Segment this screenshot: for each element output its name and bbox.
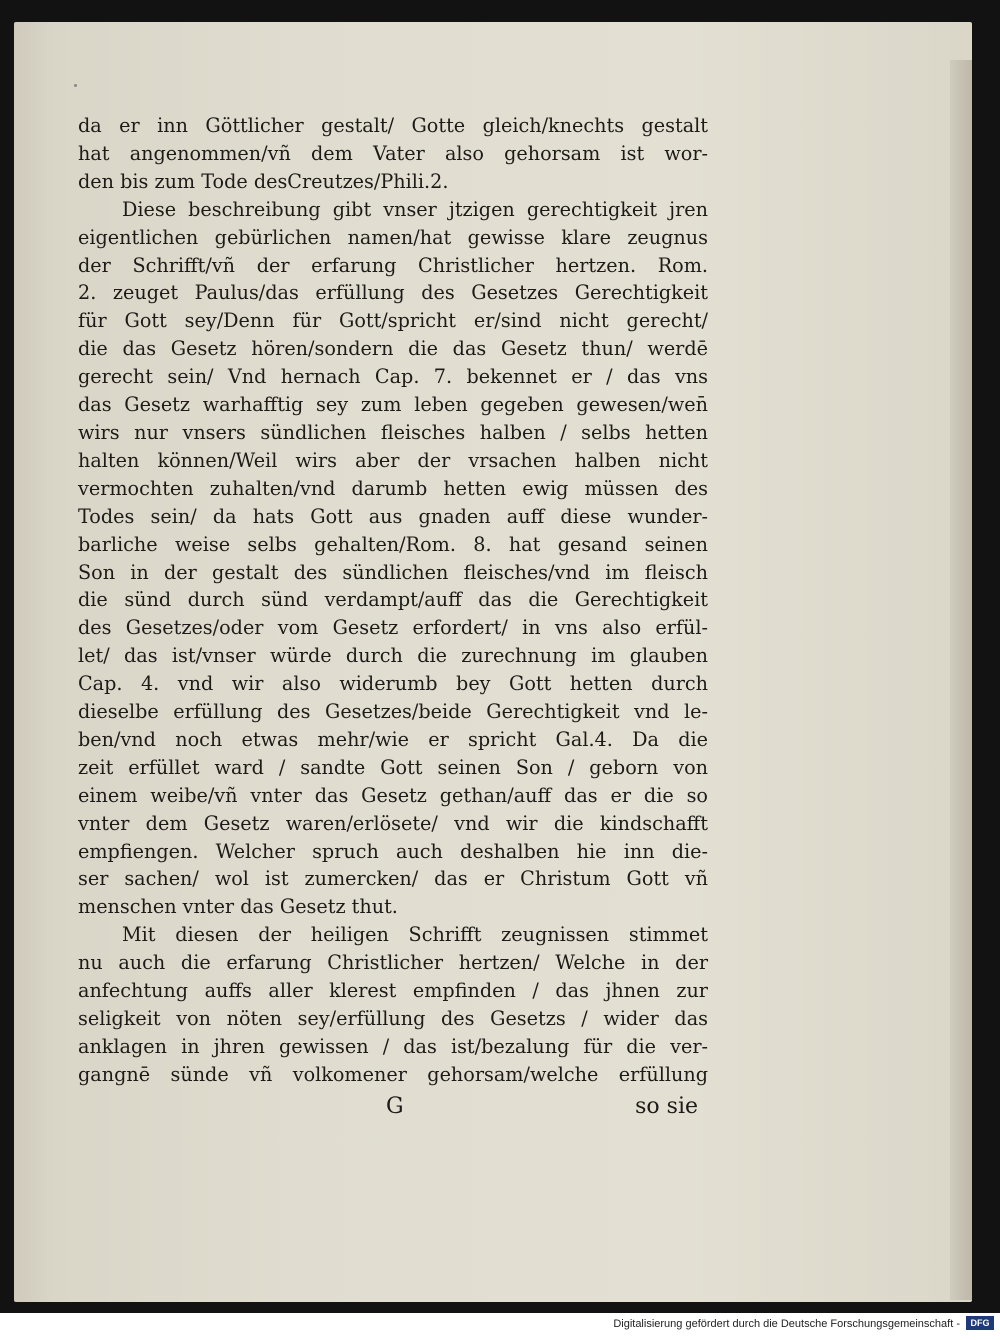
text-line: Todes sein/ da hats Gott aus gnaden auff diese wunder- [78, 504, 708, 528]
catchword: so sie [635, 1094, 698, 1119]
text-line: gangnē sünde vñ volkomener gehorsam/welche erfüllung [78, 1062, 708, 1086]
text-line: die sünd durch sünd verdampt/auff das die Gerechtigkeit [78, 588, 708, 612]
text-line: gerecht sein/ Vnd hernach Cap. 7. bekennet er / das vns [78, 365, 708, 389]
text-line: let/ das ist/vnser würde durch die zurechnung im glauben [78, 644, 708, 668]
text-line: der Schrifft/vñ der erfarung Christlicher hertzen. Rom. [78, 253, 708, 277]
body-text [78, 112, 708, 1089]
text-line: den bis zum Tode desCreutzes/Phili.2. [78, 169, 449, 193]
paragraph-start-line: Mit diesen der heiligen Schrifft zeugnissen stimmet [122, 923, 708, 947]
text-line: hat angenommen/vñ dem Vater also gehorsam ist wor- [78, 141, 708, 165]
paragraph-start-line: Diese beschreibung gibt vnser jtzigen gerechtigkeit jren [122, 197, 708, 221]
text-line: des Gesetzes/oder vom Gesetz erfordert/ in vns also erfül- [78, 616, 708, 640]
text-line: Son in der gestalt des sündlichen fleisches/vnd im fleisch [78, 560, 708, 584]
text-line: ben/vnd noch etwas mehr/wie er spricht Gal.4. Da die [78, 727, 708, 751]
ink-speck [74, 84, 77, 87]
page-edge [950, 60, 972, 1300]
text-line: ser sachen/ wol ist zumercken/ das er Christum Gott vñ [78, 867, 708, 891]
text-line: dieselbe erfüllung des Gesetzes/beide Gerechtigkeit vnd le- [78, 700, 708, 724]
text-line: anfechtung auffs aller klerest empfinden / das jhnen zur [78, 979, 708, 1003]
text-line: zeit erfüllet ward / sandte Gott seinen Son / geborn von [78, 755, 708, 779]
text-line: vermochten zuhalten/vnd darumb hetten ewig müssen des [78, 476, 708, 500]
digitization-credit: Digitalisierung gefördert durch die Deutsche Forschungsgemeinschaft - [613, 1318, 960, 1330]
text-line: nu auch die erfarung Christlicher hertzen/ Welche in der [78, 951, 708, 975]
text-line: anklagen in jhren gewissen / das ist/bezalung für die ver- [78, 1034, 708, 1058]
signature-mark: G [386, 1094, 404, 1119]
text-line: Cap. 4. vnd wir also widerumb bey Gott hetten durch [78, 672, 708, 696]
text-line: vnter dem Gesetz waren/erlösete/ vnd wir die kindschafft [78, 811, 708, 835]
text-line: barliche weise selbs gehalten/Rom. 8. hat gesand seinen [78, 532, 708, 556]
dfg-logo: DFG [966, 1316, 994, 1330]
text-line: die das Gesetz hören/sondern die das Gesetz thun/ werdē [78, 337, 708, 361]
text-line: da er inn Göttlicher gestalt/ Gotte gleich/knechts gestalt [78, 114, 708, 137]
text-line: empfiengen. Welcher spruch auch deshalben hie inn die- [78, 839, 708, 863]
text-line: 2. zeuget Paulus/das erfüllung des Gesetzes Gerechtigkeit [78, 281, 708, 305]
page-footer-marks [380, 1094, 710, 1124]
text-line: seligkeit von nöten sey/erfüllung des Gesetzs / wider das [78, 1007, 708, 1030]
text-line: einem weibe/vñ vnter das Gesetz gethan/auff das er die so [78, 783, 708, 807]
text-line: für Gott sey/Denn für Gott/spricht er/sind nicht gerecht/ [78, 309, 708, 333]
text-line: halten können/Weil wirs aber der vrsachen halben nicht [78, 448, 708, 472]
text-line: eigentlichen gebürlichen namen/hat gewisse klare zeugnus [78, 225, 708, 249]
text-line: wirs nur vnsers sündlichen fleisches halben / selbs hetten [78, 420, 708, 444]
text-line: das Gesetz warhafftig sey zum leben gegeben gewesen/wen̄ [78, 393, 708, 417]
text-line: menschen vnter das Gesetz thut. [78, 895, 398, 919]
